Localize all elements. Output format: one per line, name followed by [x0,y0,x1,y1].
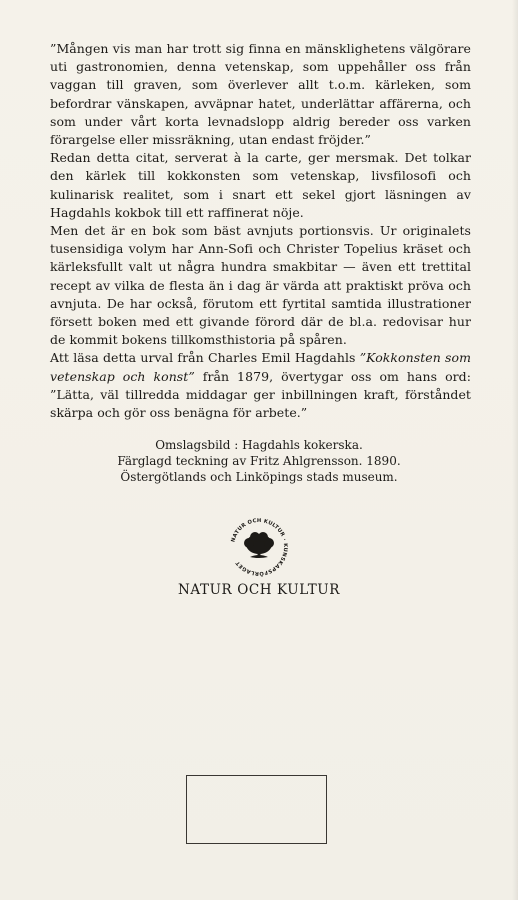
page-edge-shadow [512,0,518,900]
selection-paragraph: Men det är en bok som bäst avnjuts portionsvis. Ur originalets tusensidiga volym har Ann-Sofi och Christer Topelius kräset och kärleksfullt valt ut några hundra smakbitar — även ett trettital recept av vilka de flesta än i dag är värda att praktiskt pröva och avnjuta. De har också, förutom ett fyrtital samtida illustrationer försett boken med ett givande förord där de bl.a. redovisar hur de kommit bokens tillkomsthistoria på spåren. [50,223,471,348]
price-label-box [186,775,327,844]
closing-paragraph [50,349,471,422]
credit-line: Östergötlands och Linköpings stads museum. [120,470,398,484]
logo-ring-text: NATUR OCH KULTUR · KUNSKAPSFÖRLAGET [230,517,289,577]
publisher-name: NATUR OCH KULTUR [177,582,341,598]
quote-paragraph: ”Mången vis man har trott sig finna en mänsklighetens välgörare uti gastronomien, denna vetenskap, som uppehåller oss från vaggan till graven, som överlever allt t.o.m. kärleken, som befordrar vänskapen, avväpnar hatet, underlättar affärerna, och som under vårt korta levnadslopp aldrig bereder oss varken förargelse eller missräkning, utan endast fröjder.” [50,41,471,148]
blurb-text [50,40,471,422]
credit-line: Omslagsbild : Hagdahls kokerska. [155,438,363,452]
intro-paragraph: Redan detta citat, serverat à la carte, ger mersmak. Det tolkar den kärlek till kokkonsten som vetenskap, livsfilosofi och kulinarisk realitet, som i snart ett sekel gjort läsningen av Hagdahls kokbok till ett raffinerat nöje. [50,150,471,220]
closing-text-start: Att läsa detta urval från Charles Emil Hagdahls [50,350,360,366]
closing-text-end: från 1879, övertygar oss om hans ord: ”Lätta, väl tillredda middagar ger inbillningen kraft, förståndet skärpa och gör oss benägna för arbete.” [50,368,471,421]
tree-logo-icon [227,515,291,579]
book-title: ”Kokkonsten som vetenskap och konst” [50,350,471,384]
cover-credit [50,437,468,485]
credit-line: Färglagd teckning av Fritz Ahlgrensson. 1890. [117,454,401,468]
